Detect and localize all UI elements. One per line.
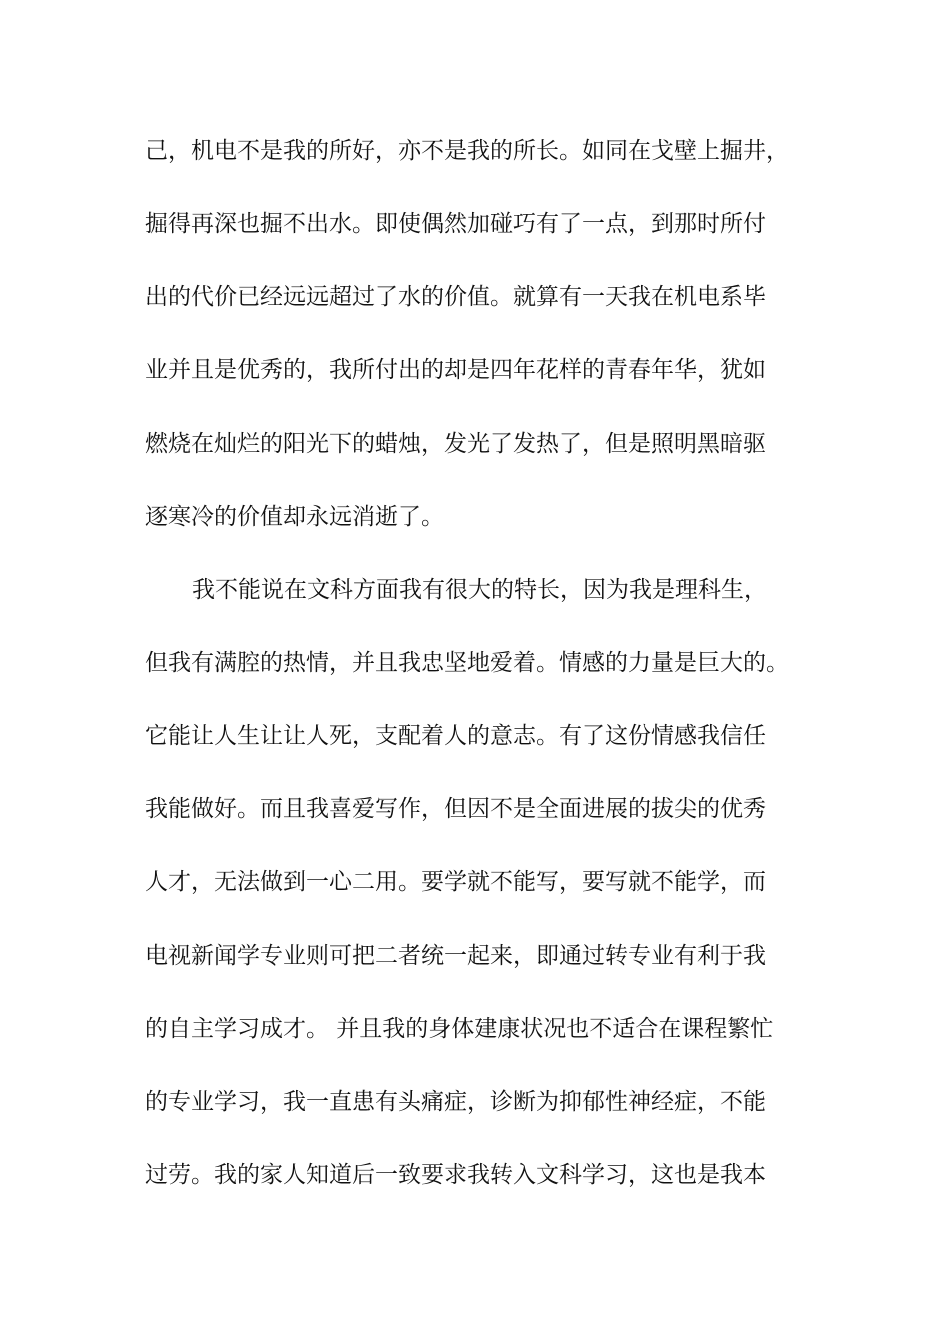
- text-line: 人才，无法做到一心二用。要学就不能写，要写就不能学，而: [145, 869, 766, 895]
- text-line: 出的代价已经远远超过了水的价值。就算有一天我在机电系毕: [145, 284, 766, 310]
- text-line: 的专业学习，我一直患有头痛症，诊断为抑郁性神经症，不能: [145, 1089, 766, 1115]
- text-line: 我能做好。而且我喜爱写作，但因不是全面进展的拔尖的优秀: [145, 796, 766, 822]
- text-line: 过劳。我的家人知道后一致要求我转入文科学习，这也是我本: [145, 1162, 766, 1188]
- text-line: 燃烧在灿烂的阳光下的蜡烛，发光了发热了，但是照明黑暗驱: [145, 431, 766, 457]
- text-line: 掘得再深也掘不出水。即使偶然加碰巧有了一点，到那时所付: [145, 211, 766, 237]
- text-line: 的自主学习成才。 并且我的身体建康状况也不适合在课程繁忙: [145, 1016, 774, 1042]
- text-line: 但我有满腔的热情，并且我忠坚地爱着。情感的力量是巨大的。: [145, 650, 789, 676]
- text-line: 己，机电不是我的所好，亦不是我的所长。如同在戈壁上掘井，: [145, 138, 789, 164]
- text-line: 电视新闻学专业则可把二者统一起来，即通过转专业有利于我: [145, 943, 766, 969]
- text-line: 业并且是优秀的，我所付出的却是四年花样的青春年华，犹如: [145, 357, 766, 383]
- text-line: 逐寒冷的价值却永远消逝了。: [145, 504, 444, 530]
- text-line: 它能让人生让让人死，支配着人的意志。有了这份情感我信任: [145, 723, 766, 749]
- text-line: 我不能说在文科方面我有很大的特长，因为我是理科生，: [192, 577, 767, 603]
